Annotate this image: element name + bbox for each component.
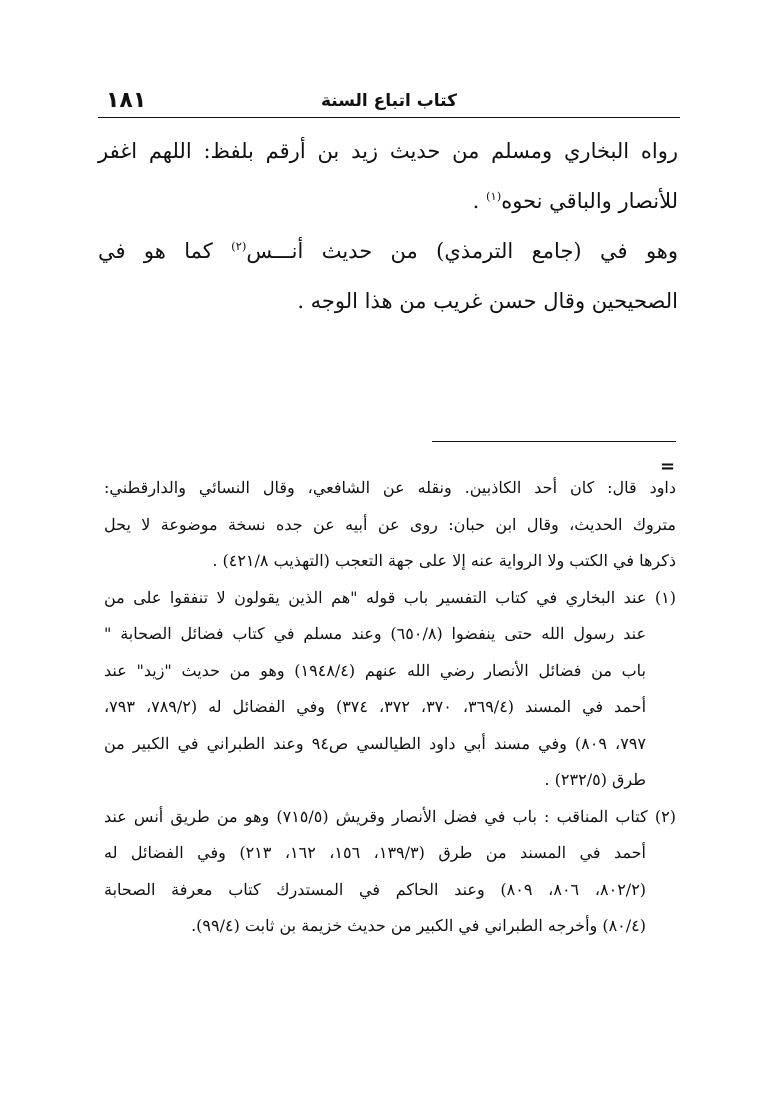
footnote-1-line-3: باب من فضائل الأنصار رضي الله عنهم (١٩٤٨/٤) وهو من حديث "زيد" عند <box>104 660 646 680</box>
page-header <box>98 86 680 118</box>
paragraph-1-line-2-text: للأنصار والباقي نحوه <box>501 189 678 213</box>
running-title: كتاب اتباع السنة <box>320 91 458 111</box>
paragraph-1-line-2-end: . <box>472 189 486 213</box>
footnote-1-number: (١) <box>654 587 676 607</box>
paragraph-2 <box>98 226 678 326</box>
paragraph-1 <box>98 126 678 226</box>
footnote-1-line-1 <box>104 580 676 617</box>
footnote-2-line-4: (٨٠/٤) وأخرجه الطبراني في الكبير من حديث خزيمة بن ثابت (٩٩/٤). <box>191 916 646 935</box>
footnotes <box>104 470 676 945</box>
footnote-2-line-2: أحمد في المسند من طرق (١٣٩/٣، ١٥٦، ١٦٢، ٢١٣) وفي الفضائل له <box>104 843 646 862</box>
paragraph-2-line-1-end: كما هو في <box>98 239 232 263</box>
paragraph-1-line-2 <box>98 176 678 226</box>
footnote-ref-2: (٢) <box>231 239 247 253</box>
page-number: ١٨١ <box>106 88 147 113</box>
footnote-continuation-line-1: داود قال: كان أحد الكاذبين. ونقله عن الشافعي، وقال النسائي والدارقطني: <box>104 478 676 497</box>
footnote-2-number: (٢) <box>654 806 676 826</box>
paragraph-1-line-1: رواه البخاري ومسلم من حديث زيد بن أرقم بلفظ: اللهم اغفر <box>98 139 678 163</box>
main-text <box>98 126 678 326</box>
footnote-2-line-1-text: كتاب المناقب : باب في فضل الأنصار وقريش (٧١٥/٥) وهو من طريق أنس عند <box>104 806 648 826</box>
paragraph-2-line-2: الصحيحين وقال حسن غريب من هذا الوجه . <box>297 289 678 313</box>
footnote-ref-1: (١) <box>485 189 502 203</box>
footnote-1-line-5: ٧٩٧، ٨٠٩) وفي مسند أبي داود الطيالسي ص٩٤ وعند الطبراني في الكبير من <box>104 733 646 753</box>
header-rule <box>98 117 680 118</box>
footnote-separator <box>432 441 676 442</box>
footnote-2-line-1 <box>104 799 676 836</box>
paragraph-2-line-1-start: وهو في (جامع الترمذي) من حديث أنـــس <box>246 239 679 263</box>
footnote-2-line-3: (٨٠٢/٢، ٨٠٦، ٨٠٩) وعند الحاكم في المستدرك كتاب معرفة الصحابة <box>104 879 647 899</box>
footnote-continuation-line-3: ذكرها في الكتب ولا الرواية عنه إلا على جهة التعجب (التهذيب ٤٢١/٨) . <box>212 551 676 570</box>
footnote-continuation-line-2: متروك الحديث، وقال ابن حبان: روى عن أبيه عن جده نسخة موضوعة لا يحل <box>104 514 676 534</box>
footnote-1-line-4: أحمد في المسند (٣٦٩/٤، ٣٧٠، ٣٧٢، ٣٧٤) وفي الفضائل له (٧٨٩/٢، ٧٩٣، <box>104 697 647 716</box>
paragraph-2-line-1 <box>98 226 678 276</box>
continuation-mark: = <box>660 456 676 477</box>
footnote-2 <box>104 799 676 945</box>
footnote-1-line-6: طرق (٢٣٢/٥) . <box>544 770 646 789</box>
footnote-1 <box>104 580 676 799</box>
footnote-1-line-2: عند رسول الله حتى ينفضوا (٦٥٠/٨) وعند مسلم في كتاب فضائل الصحابة " <box>104 624 646 643</box>
footnote-1-line-1-text: عند البخاري في كتاب التفسير باب قوله "هم الذين يقولون لا تنفقوا على من <box>104 587 647 607</box>
footnote-continuation <box>104 470 676 580</box>
